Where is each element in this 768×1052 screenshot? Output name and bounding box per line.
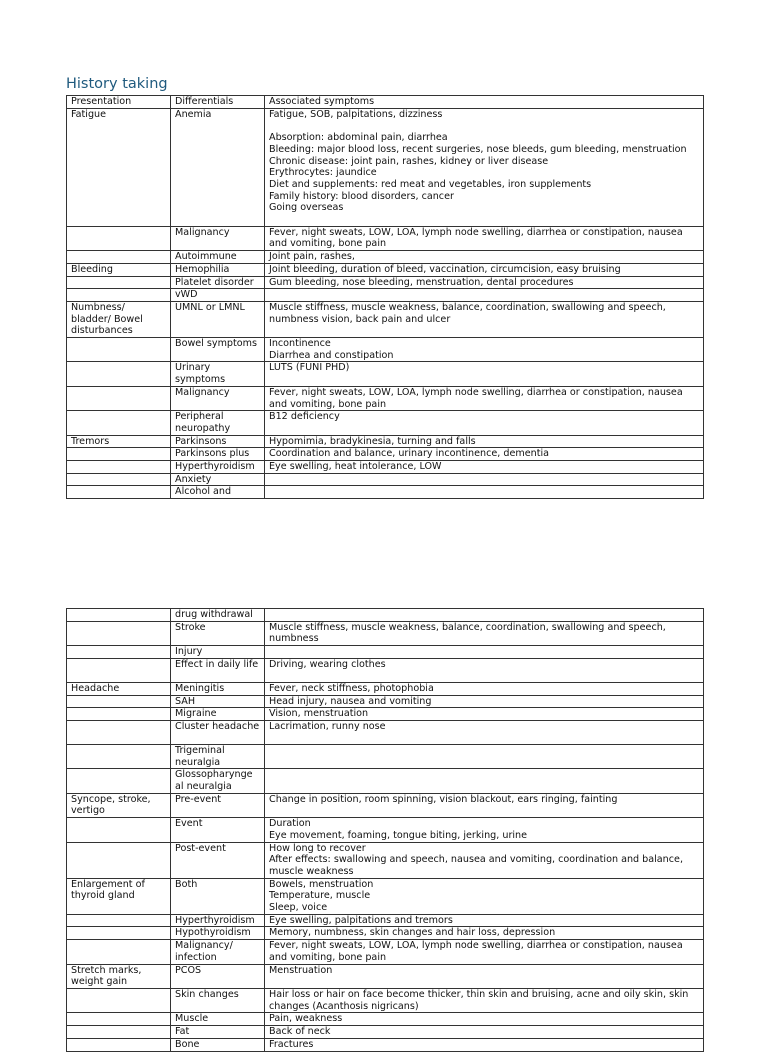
symptoms-cell: Eye swelling, palpitations and tremors (265, 914, 704, 927)
presentation-cell (67, 658, 171, 682)
differential-cell: drug withdrawal (171, 609, 265, 622)
symptoms-cell: Coordination and balance, urinary incontinence, dementia (265, 448, 704, 461)
presentation-cell: Numbness/ bladder/ Bowel disturbances (67, 301, 171, 337)
symptoms-cell: Muscle stiffness, muscle weakness, balance, coordination, swallowing and speech, numbness (265, 621, 704, 645)
differential-cell: PCOS (171, 964, 265, 988)
header-associated-symptoms: Associated symptoms (265, 96, 704, 109)
table-row (67, 338, 704, 362)
presentation-cell (67, 486, 171, 499)
presentation-cell (67, 338, 171, 362)
differential-cell: Peripheral neuropathy (171, 411, 265, 435)
history-table-page-1 (66, 95, 704, 499)
table-row (67, 769, 704, 793)
table-row (67, 301, 704, 337)
presentation-cell (67, 386, 171, 410)
differential-cell: Urinary symptoms (171, 362, 265, 386)
page-title: History taking (66, 76, 168, 92)
presentation-cell (67, 251, 171, 264)
symptoms-cell: Joint pain, rashes, (265, 251, 704, 264)
differential-cell: Bowel symptoms (171, 338, 265, 362)
differential-cell: vWD (171, 289, 265, 302)
differential-cell: Malignancy/ infection (171, 940, 265, 964)
presentation-cell (67, 226, 171, 250)
table-row (67, 473, 704, 486)
table-row (67, 263, 704, 276)
symptoms-cell: How long to recover After effects: swallowing and speech, nausea and vomiting, coordination and balance, muscle weakness (265, 842, 704, 878)
presentation-cell (67, 940, 171, 964)
presentation-cell: Tremors (67, 435, 171, 448)
table-row (67, 720, 704, 744)
differential-cell: Post-event (171, 842, 265, 878)
symptoms-cell (265, 289, 704, 302)
table-row (67, 842, 704, 878)
differential-cell: Autoimmune (171, 251, 265, 264)
symptoms-cell (265, 609, 704, 622)
table-row (67, 362, 704, 386)
table-row (67, 621, 704, 645)
symptoms-cell: Muscle stiffness, muscle weakness, balance, coordination, swallowing and speech, numbness vision, back pain and ulcer (265, 301, 704, 337)
table-row (67, 695, 704, 708)
table-row (67, 1038, 704, 1051)
table-header-row (67, 96, 704, 109)
symptoms-cell (265, 473, 704, 486)
symptoms-cell: Fractures (265, 1038, 704, 1051)
header-presentation: Presentation (67, 96, 171, 109)
differential-cell: Hypothyroidism (171, 927, 265, 940)
symptoms-cell: Bowels, menstruation Temperature, muscle Sleep, voice (265, 878, 704, 914)
symptoms-cell (265, 744, 704, 768)
symptoms-cell: Lacrimation, runny nose (265, 720, 704, 744)
symptoms-cell: Duration Eye movement, foaming, tongue biting, jerking, urine (265, 818, 704, 842)
presentation-cell (67, 818, 171, 842)
symptoms-cell: Hypomimia, bradykinesia, turning and falls (265, 435, 704, 448)
table-row (67, 988, 704, 1012)
symptoms-cell: Head injury, nausea and vomiting (265, 695, 704, 708)
table-row (67, 461, 704, 474)
presentation-cell (67, 289, 171, 302)
presentation-cell: Fatigue (67, 108, 171, 226)
table-row (67, 708, 704, 721)
symptoms-cell (265, 486, 704, 499)
presentation-cell (67, 988, 171, 1012)
presentation-cell: Headache (67, 682, 171, 695)
table-row (67, 289, 704, 302)
table-row (67, 744, 704, 768)
differential-cell: Parkinsons (171, 435, 265, 448)
symptoms-cell: Driving, wearing clothes (265, 658, 704, 682)
presentation-cell (67, 708, 171, 721)
differential-cell: UMNL or LMNL (171, 301, 265, 337)
presentation-cell (67, 842, 171, 878)
differential-cell: Malignancy (171, 226, 265, 250)
table-row (67, 964, 704, 988)
symptoms-cell: Fever, night sweats, LOW, LOA, lymph node swelling, diarrhea or constipation, nausea and vomiting, bone pain (265, 226, 704, 250)
symptoms-cell: LUTS (FUNI PHD) (265, 362, 704, 386)
table-row (67, 276, 704, 289)
differential-cell: Meningitis (171, 682, 265, 695)
differential-cell: Effect in daily life (171, 658, 265, 682)
symptoms-cell: Fever, night sweats, LOW, LOA, lymph node swelling, diarrhea or constipation, nausea and vomiting, bone pain (265, 940, 704, 964)
table-row (67, 940, 704, 964)
presentation-cell (67, 927, 171, 940)
table-row (67, 658, 704, 682)
symptoms-cell: Vision, menstruation (265, 708, 704, 721)
differential-cell: Muscle (171, 1013, 265, 1026)
table-row (67, 793, 704, 817)
table-row (67, 226, 704, 250)
table-row (67, 914, 704, 927)
header-differentials: Differentials (171, 96, 265, 109)
symptoms-cell: Menstruation (265, 964, 704, 988)
symptoms-cell: Memory, numbness, skin changes and hair loss, depression (265, 927, 704, 940)
symptoms-cell: Back of neck (265, 1026, 704, 1039)
differential-cell: Event (171, 818, 265, 842)
presentation-cell (67, 621, 171, 645)
differential-cell: Pre-event (171, 793, 265, 817)
differential-cell: Trigeminal neuralgia (171, 744, 265, 768)
table-row (67, 486, 704, 499)
presentation-cell (67, 720, 171, 744)
differential-cell: Anxiety (171, 473, 265, 486)
table-row (67, 448, 704, 461)
table-row (67, 927, 704, 940)
symptoms-cell: B12 deficiency (265, 411, 704, 435)
symptoms-cell: Hair loss or hair on face become thicker, thin skin and bruising, acne and oily skin, skin changes (Acanthosis nigricans) (265, 988, 704, 1012)
differential-cell: Migraine (171, 708, 265, 721)
table-row (67, 411, 704, 435)
differential-cell: Both (171, 878, 265, 914)
table-row (67, 251, 704, 264)
presentation-cell: Enlargement of thyroid gland (67, 878, 171, 914)
presentation-cell: Bleeding (67, 263, 171, 276)
presentation-cell (67, 609, 171, 622)
symptoms-cell: Incontinence Diarrhea and constipation (265, 338, 704, 362)
differential-cell: Parkinsons plus (171, 448, 265, 461)
presentation-cell: Stretch marks, weight gain (67, 964, 171, 988)
table-row (67, 1026, 704, 1039)
presentation-cell (67, 769, 171, 793)
presentation-cell (67, 1026, 171, 1039)
symptoms-cell: Change in position, room spinning, vision blackout, ears ringing, fainting (265, 793, 704, 817)
symptoms-cell: Fatigue, SOB, palpitations, dizziness Absorption: abdominal pain, diarrhea Bleeding: major blood loss, recent surgeries, nose bleeds, gum bleeding, menstruation Chronic disease: joint pain, rashes, kidney or liver disease Erythrocytes: jaundice Diet and supplements: red meat and vegetables, iron supplements Family history: blood disorders, cancer Going overseas (265, 108, 704, 226)
presentation-cell (67, 448, 171, 461)
table-row (67, 386, 704, 410)
differential-cell: Skin changes (171, 988, 265, 1012)
differential-cell: Fat (171, 1026, 265, 1039)
presentation-cell (67, 744, 171, 768)
presentation-cell (67, 276, 171, 289)
differential-cell: Cluster headache (171, 720, 265, 744)
differential-cell: SAH (171, 695, 265, 708)
differential-cell: Alcohol and (171, 486, 265, 499)
symptoms-cell: Eye swelling, heat intolerance, LOW (265, 461, 704, 474)
symptoms-cell: Gum bleeding, nose bleeding, menstruation, dental procedures (265, 276, 704, 289)
table-row (67, 435, 704, 448)
presentation-cell (67, 411, 171, 435)
symptoms-cell (265, 646, 704, 659)
presentation-cell (67, 695, 171, 708)
presentation-cell (67, 1038, 171, 1051)
differential-cell: Stroke (171, 621, 265, 645)
table-row (67, 609, 704, 622)
differential-cell: Anemia (171, 108, 265, 226)
differential-cell: Glossopharynge al neuralgia (171, 769, 265, 793)
differential-cell: Injury (171, 646, 265, 659)
symptoms-cell: Pain, weakness (265, 1013, 704, 1026)
differential-cell: Malignancy (171, 386, 265, 410)
presentation-cell (67, 473, 171, 486)
presentation-cell (67, 461, 171, 474)
differential-cell: Hemophilia (171, 263, 265, 276)
history-table-page-2 (66, 608, 704, 1052)
presentation-cell: Syncope, stroke, vertigo (67, 793, 171, 817)
differential-cell: Platelet disorder (171, 276, 265, 289)
table-row (67, 878, 704, 914)
table-row (67, 646, 704, 659)
differential-cell: Hyperthyroidism (171, 914, 265, 927)
symptoms-cell (265, 769, 704, 793)
differential-cell: Hyperthyroidism (171, 461, 265, 474)
symptoms-cell: Fever, neck stiffness, photophobia (265, 682, 704, 695)
presentation-cell (67, 914, 171, 927)
table-row (67, 682, 704, 695)
symptoms-cell: Fever, night sweats, LOW, LOA, lymph node swelling, diarrhea or constipation, nausea and vomiting, bone pain (265, 386, 704, 410)
presentation-cell (67, 362, 171, 386)
differential-cell: Bone (171, 1038, 265, 1051)
presentation-cell (67, 646, 171, 659)
table-row (67, 818, 704, 842)
table-row (67, 108, 704, 226)
symptoms-cell: Joint bleeding, duration of bleed, vaccination, circumcision, easy bruising (265, 263, 704, 276)
